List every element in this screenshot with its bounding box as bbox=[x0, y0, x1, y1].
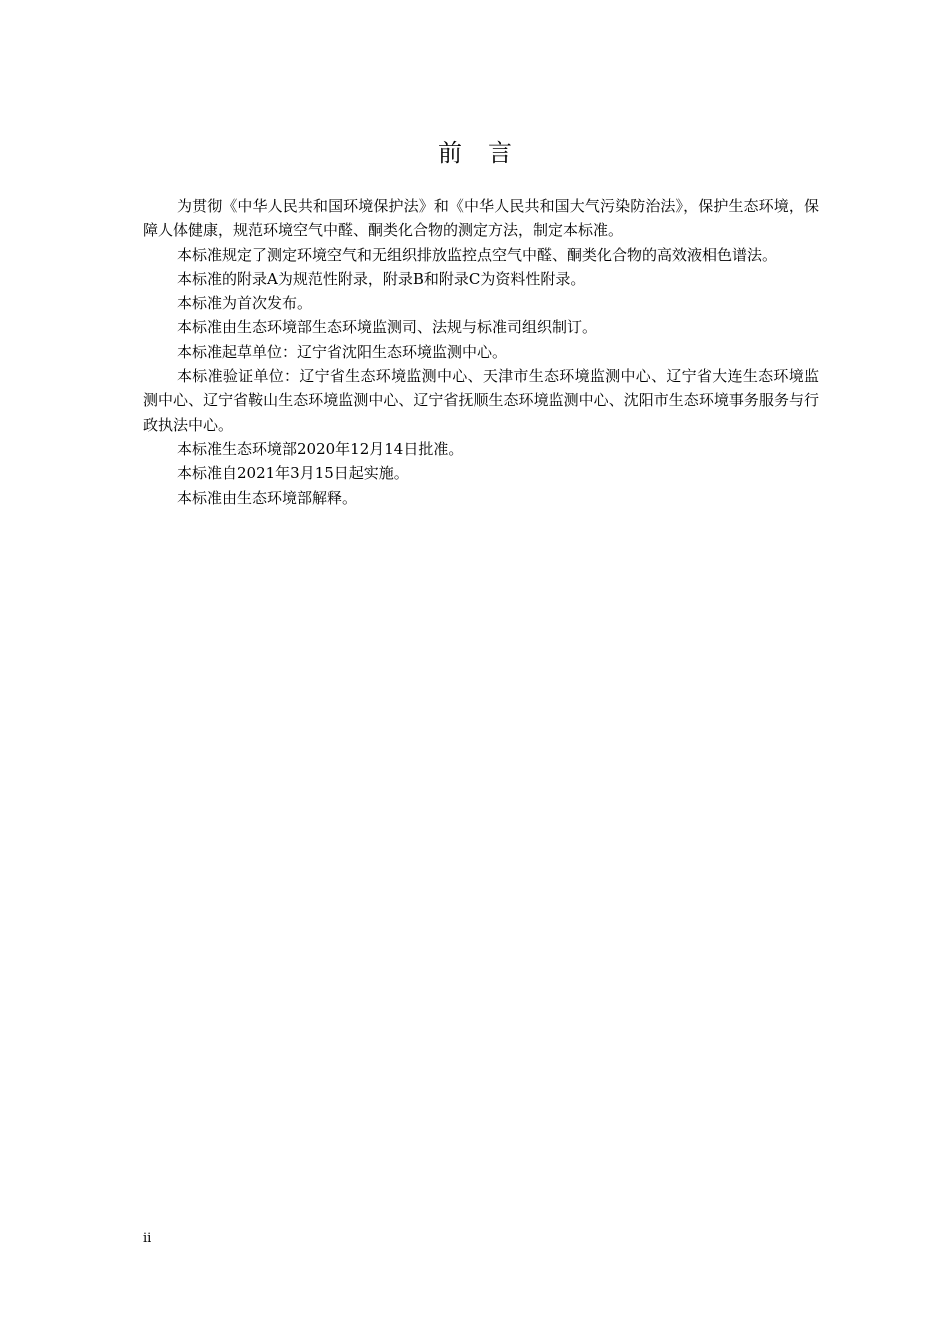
paragraph-verification-units: 本标准验证单位：辽宁省生态环境监测中心、天津市生态环境监测中心、辽宁省大连生态环境监测中心、辽宁省鞍山生态环境监测中心、辽宁省抚顺生态环境监测中心、沈阳市生态环境事务服务与行政执法中心。 bbox=[143, 367, 819, 434]
page-number: ii bbox=[143, 1231, 152, 1246]
paragraph-interpretation: 本标准由生态环境部解释。 bbox=[177, 488, 358, 507]
paragraph-appendix: 本标准的附录A为规范性附录，附录B和附录C为资料性附录。 bbox=[177, 269, 586, 288]
paragraph-first-release: 本标准为首次发布。 bbox=[177, 294, 313, 313]
paragraph-organizer: 本标准由生态环境部生态环境监测司、法规与标准司组织制订。 bbox=[177, 318, 598, 337]
paragraph-drafting-unit: 本标准起草单位：辽宁省沈阳生态环境监测中心。 bbox=[177, 342, 508, 361]
page-title: 前言 bbox=[438, 139, 538, 167]
paragraph-effective-date: 本标准自2021年3月15日起实施。 bbox=[177, 464, 409, 483]
paragraph-purpose: 为贯彻《中华人民共和国环境保护法》和《中华人民共和国大气污染防治法》，保护生态环境，保障人体健康，规范环境空气中醛、酮类化合物的测定方法，制定本标准。 bbox=[143, 197, 819, 240]
paragraph-scope: 本标准规定了测定环境空气和无组织排放监控点空气中醛、酮类化合物的高效液相色谱法。 bbox=[177, 245, 778, 264]
preface-body bbox=[143, 194, 819, 510]
paragraph-approval-date: 本标准生态环境部2020年12月14日批准。 bbox=[177, 439, 464, 458]
